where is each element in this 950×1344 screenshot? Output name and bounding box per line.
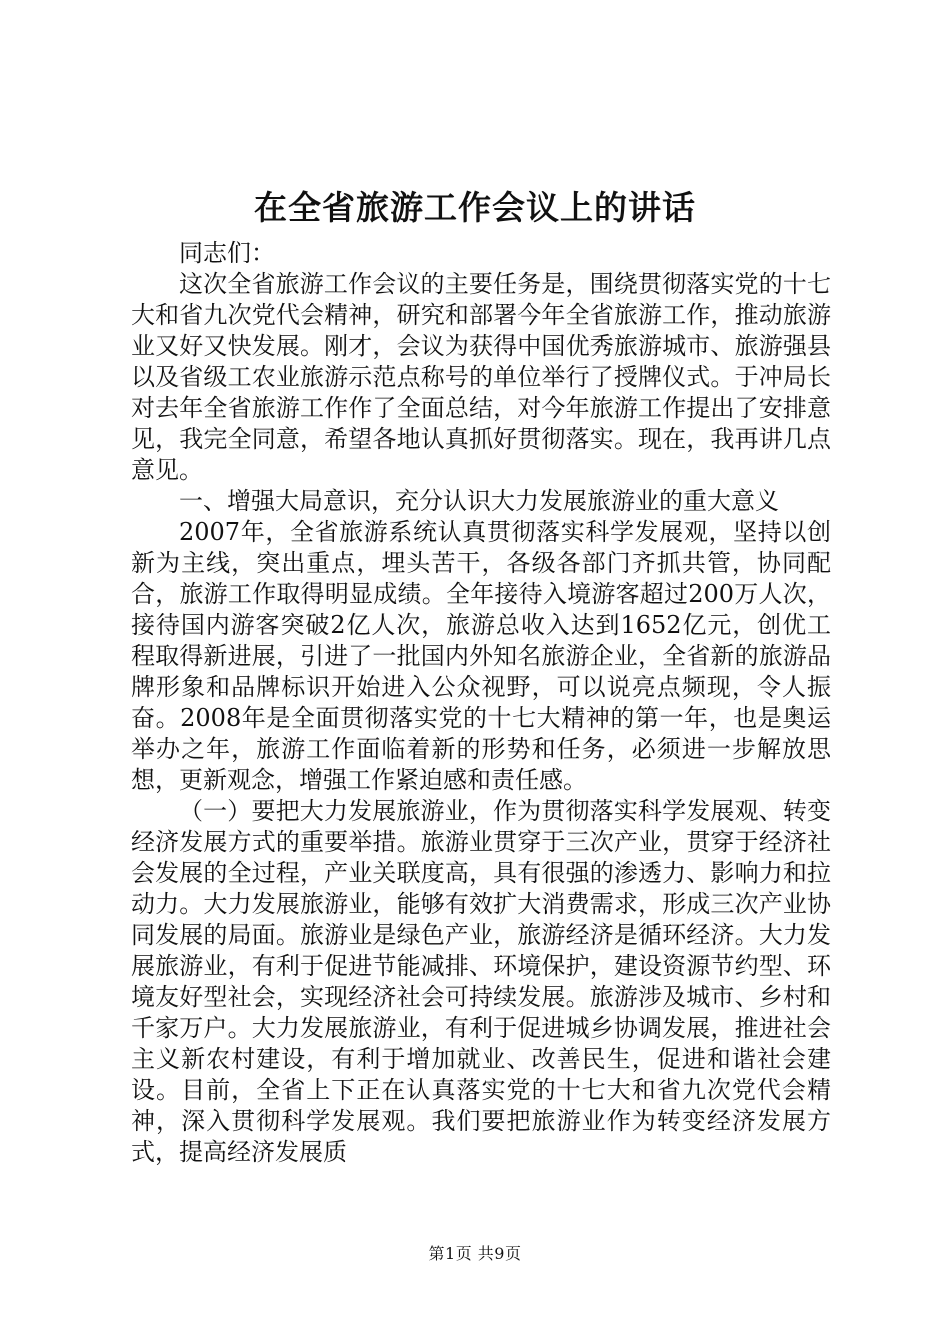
body-paragraph: （一）要把大力发展旅游业，作为贯彻落实科学发展观、转变经济发展方式的重要举措。旅游业贯穿于三次产业，贯穿于经济社会发展的全过程，产业关联度高，具有很强的渗透力、影响力和拉动力。大力发展旅游业，能够有效扩大消费需求，形成三次产业协同发展的局面。旅游业是绿色产业，旅游经济是循环经济。大力发展旅游业，有利于促进节能减排、环境保护，建设资源节约型、环境友好型社会，实现经济社会可持续发展。旅游涉及城市、乡村和千家万户。大力发展旅游业，有利于促进城乡协调发展，推进社会主义新农村建设，有利于增加就业、改善民生，促进和谐社会建设。目前，全省上下正在认真落实党的十七大和省九次党代会精神，深入贯彻科学发展观。我们要把旅游业作为转变经济发展方式，提高经济发展质 [131,797,831,1166]
document-title: 在全省旅游工作会议上的讲话 [254,188,696,227]
section-heading: 一、增强大局意识，充分认识大力发展旅游业的重大意义 [179,487,779,515]
body-paragraph: 2007年，全省旅游系统认真贯彻落实科学发展观，坚持以创新为主线，突出重点，埋头苦干，各级各部门齐抓共管，协同配合，旅游工作取得明显成绩。全年接待入境游客超过200万人次，接待国内游客突破2亿人次，旅游总收入达到1652亿元，创优工程取得新进展，引进了一批国内外知名旅游企业，全省新的旅游品牌形象和品牌标识开始进入公众视野，可以说亮点频现，令人振奋。2008年是全面贯彻落实党的十七大精神的第一年，也是奥运举办之年，旅游工作面临着新的形势和任务，必须进一步解放思想，更新观念，增强工作紧迫感和责任感。 [131,518,831,794]
greeting-paragraph: 同志们： [179,239,275,267]
page-number: 第1页 共9页 [428,1244,522,1263]
body-paragraph: 这次全省旅游工作会议的主要任务是，围绕贯彻落实党的十七大和省九次党代会精神，研究和部署今年全省旅游工作，推动旅游业又好又快发展。刚才，会议为获得中国优秀旅游城市、旅游强县以及省级工农业旅游示范点称号的单位举行了授牌仪式。于冲局长对去年全省旅游工作作了全面总结，对今年旅游工作提出了安排意见，我完全同意，希望各地认真抓好贯彻落实。现在，我再讲几点意见。 [131,270,831,484]
document-body [131,238,831,1168]
